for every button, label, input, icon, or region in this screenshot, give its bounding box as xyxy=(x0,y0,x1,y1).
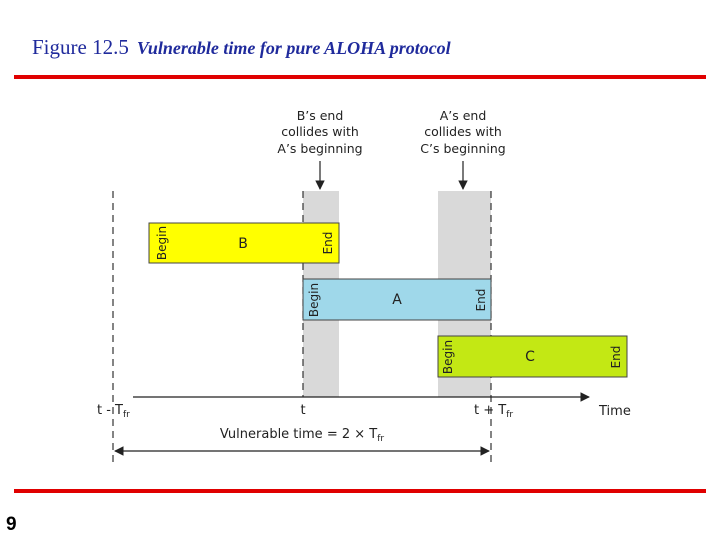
frame-a-begin-label: Begin xyxy=(307,282,321,318)
frame-c-label: C xyxy=(525,349,535,365)
frame-a-end-label: End xyxy=(474,288,488,312)
frame-b-label: B xyxy=(238,236,248,252)
tick-label-t-minus-tfr: t - $T_{fr}$ xyxy=(97,403,130,420)
annotation-left-line-1: B’s end xyxy=(296,108,344,123)
frame-c-begin-label: Begin xyxy=(441,339,455,375)
annotation-right-line-3: C’s beginning xyxy=(420,141,506,156)
time-axis-label: Time xyxy=(599,404,631,419)
annotation-right-line-1: A’s end xyxy=(439,108,487,123)
figure-caption: Vulnerable time for pure ALOHA protocol xyxy=(136,38,451,58)
annotation-left-line-3: A’s beginning xyxy=(277,141,363,156)
frame-b-end-label: End xyxy=(321,231,335,255)
slide-number: 9 xyxy=(6,514,17,535)
tick-label-t: t xyxy=(300,403,306,418)
frame-b-begin-label: Begin xyxy=(155,225,169,261)
frame-a-label: A xyxy=(392,292,402,308)
annotation-right-line-2: collides with xyxy=(424,124,502,139)
vulnerable-time-label: Vulnerable time = $2 \times T_{fr}$ xyxy=(219,427,385,444)
tick-label-t-plus-tfr: $t + T_{fr}$ xyxy=(474,403,514,420)
figure-number: Figure 12.5 xyxy=(32,35,129,59)
frame-c-end-label: End xyxy=(609,345,623,369)
annotation-left-line-2: collides with xyxy=(281,124,359,139)
